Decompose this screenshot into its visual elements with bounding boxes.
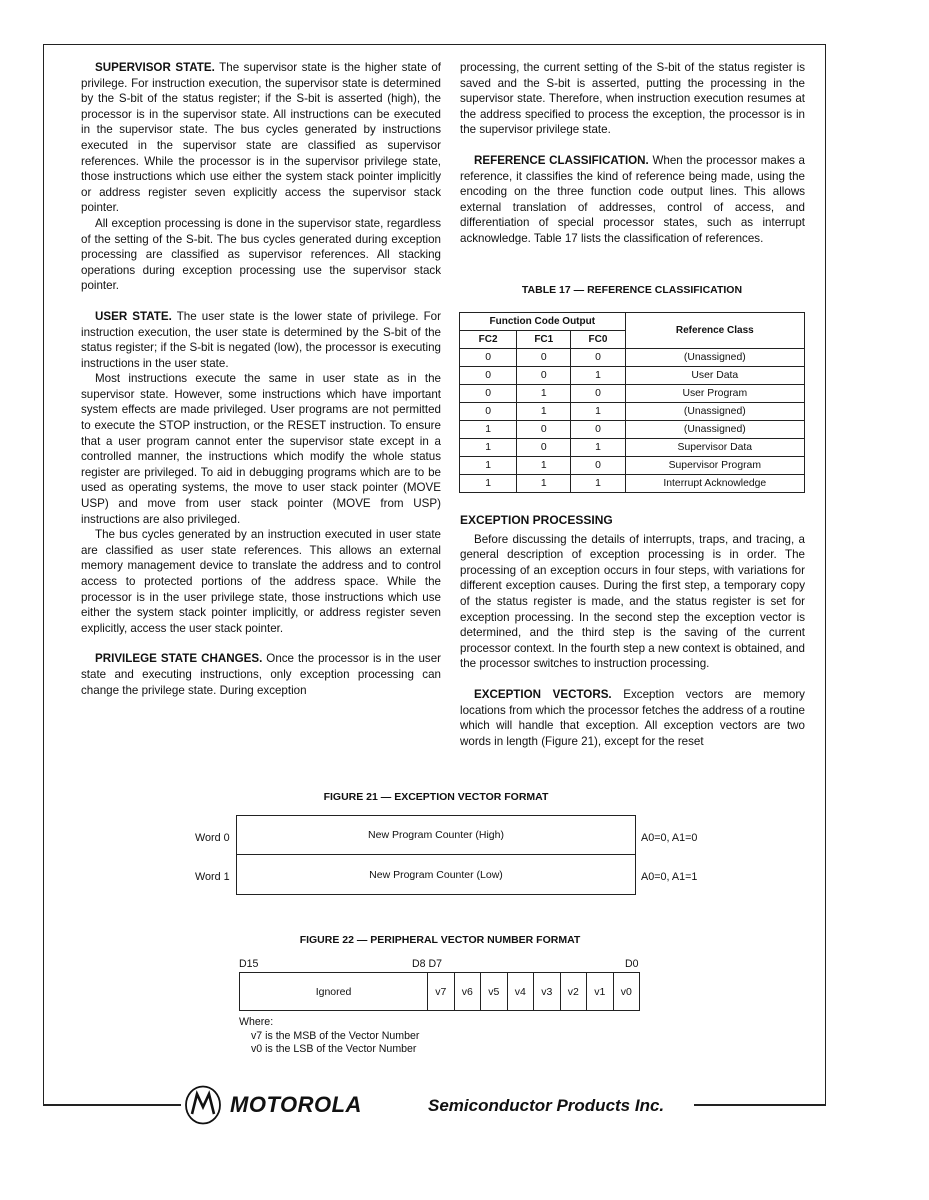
word0-label: Word 0 [195,832,230,844]
function-code-cell: 1 [460,421,517,439]
bit-cell-v6: v6 [455,973,482,1010]
left-column [81,60,441,698]
supervisor-state-text: The supervisor state is the higher state of privilege. For instruction execution, the supervisor state is determined by the S-bit of the status register; if the S-bit is asserted (high), the processor is in the supervisor state. All instructions can be executed in the supervisor state. The bus cycles generated by instructions executed in the supervisor state are classified as supervisor references. While the processor is in the supervisor privilege state, those instructions which use either the system stack pointer implicitly or address register seven explicitly access the supervisor stack pointer. [81,61,441,215]
reference-classification-paragraph [460,153,805,247]
function-code-cell: 1 [517,475,571,493]
function-code-cell: 0 [460,403,517,421]
figure21-caption: FIGURE 21 — EXCEPTION VECTOR FORMAT [323,791,549,803]
footer-rule-right [694,1104,826,1106]
fc0-header: FC0 [571,331,625,349]
exception-vectors-heading: EXCEPTION VECTORS. [474,687,612,701]
brand-subtitle: Semiconductor Products Inc. [428,1096,665,1115]
msb-note: v7 is the MSB of the Vector Number [251,1029,420,1042]
user-state-text: The user state is the lower state of privilege. For instruction execution, the user state is determined by the S-bit of the status register; if the S-bit is negated (low), the processor is executing instructions in the user state. [81,309,441,370]
lsb-note: v0 is the LSB of the Vector Number [251,1043,417,1055]
reference-class-header: Reference Class [625,313,804,349]
supervisor-state-paragraph-2: All exception processing is done in the supervisor state, regardless of the setting of the S-bit. The bus cycles generated during exception processing are classified as supervisor references. All stacking operations during exception processing use the supervisor stack pointer. [81,216,441,293]
d15-label: D15 [239,958,259,970]
figure22-caption: FIGURE 22 — PERIPHERAL VECTOR NUMBER FORMAT [299,934,581,946]
function-code-cell: 0 [517,439,571,457]
function-code-cell: 1 [460,457,517,475]
user-state-paragraph-3: The bus cycles generated by an instruction executed in user state are classified as user state references. This allows an external memory management device to translate the address and to control access to protected portions of the address space. While the processor is in the user privilege state, those instructions which use either the system stack pointer implicitly, or address register seven explicitly, access the user stack pointer. [81,528,441,635]
reference-class-cell: (Unassigned) [625,403,804,421]
fc1-header: FC1 [517,331,571,349]
bit-cell-v7: v7 [428,973,455,1010]
function-code-cell: 1 [571,403,625,421]
function-code-cell: 0 [517,349,571,367]
right-column-lower [460,513,805,749]
table-row [460,457,805,475]
exception-vectors-text: Exception vectors are memory locations from which the processor fetches the address of a routine which will handle that exception. All exception vectors are two words in length (Figure 21), except for the reset [460,687,805,748]
privilege-changes-text: Once the processor is in the user state and executing instructions, only exception processing can change the privilege state. During exception [81,652,442,697]
function-code-cell: 0 [460,385,517,403]
word0-address: A0=0, A1=0 [641,832,698,844]
reference-class-cell: Supervisor Program [625,457,804,475]
privilege-changes-paragraph [81,651,441,698]
supervisor-state-paragraph [81,60,441,216]
function-code-output-header: Function Code Output [460,313,626,331]
exception-processing-heading: EXCEPTION PROCESSING [460,513,613,527]
exception-processing-paragraph: Before discussing the details of interrupts, traps, and tracing, a general description of exception processing is in order. The processing of an exception occurs in four steps, with variations for different exception causes. During the first step, a temporary copy of the status register is made, and the status register is set for exception processing. In the second step the exception vector is determined, and the third step is the saving of the current processor context. In the fourth step a new context is obtained, and the processor switches to instruction processing. [460,532,805,671]
user-state-paragraph [81,309,441,371]
brand-name: MOTOROLA [230,1092,362,1117]
bit-cell-v4: v4 [508,973,535,1010]
word1-cell: New Program Counter (Low) [369,868,503,881]
reference-class-cell: User Data [625,367,804,385]
word0-cell: New Program Counter (High) [237,816,635,855]
reference-classification-heading: REFERENCE CLASSIFICATION. [474,153,649,167]
table17-caption: TABLE 17 — REFERENCE CLASSIFICATION [521,284,743,296]
reference-classification-text: When the processor makes a reference, it classifies the kind of reference being made, using the encoding on the three function code output lines. This allows external translation of addresses, control of access, and differentiation of special processor states, such as interrupt acknowledge. Table 17 lists the classification of references. [460,153,805,245]
fc2-header: FC2 [460,331,517,349]
d0-label: D0 [625,958,639,970]
function-code-cell: 1 [517,385,571,403]
user-state-heading: USER STATE. [95,309,172,323]
bit-cell-v5: v5 [481,973,508,1010]
exception-vector-format-diagram [236,815,636,895]
motorola-logo-icon [184,1085,222,1125]
function-code-cell: 1 [517,403,571,421]
word1-label: Word 1 [195,871,230,883]
function-code-cell: 1 [571,475,625,493]
reference-class-cell: (Unassigned) [625,421,804,439]
function-code-cell: 1 [571,439,625,457]
exception-vectors-paragraph [460,687,805,749]
function-code-cell: 0 [571,457,625,475]
function-code-cell: 1 [571,367,625,385]
table-row [460,385,805,403]
bit-cell-v1: v1 [587,973,614,1010]
privilege-changes-heading: PRIVILEGE STATE CHANGES. [95,652,263,666]
function-code-cell: 0 [517,421,571,439]
bit-cell-v3: v3 [534,973,561,1010]
where-label: Where: [239,1016,274,1028]
supervisor-state-heading: SUPERVISOR STATE. [95,61,215,74]
footer-rule-left [43,1104,181,1106]
bit-cell-v0: v0 [620,985,632,998]
function-code-cell: 1 [517,457,571,475]
function-code-cell: 0 [460,349,517,367]
function-code-cell: 0 [571,421,625,439]
table-row [460,421,805,439]
function-code-cell: 0 [571,385,625,403]
d8-d7-label: D8 D7 [412,958,443,970]
bit-cell-v2: v2 [561,973,588,1010]
peripheral-vector-format-diagram [239,972,640,1011]
table-body [460,349,805,493]
continuation-paragraph: processing, the current setting of the S-bit of the status register is saved and the S-bit is asserted, putting the processing in the supervisor state. Therefore, when instruction execution resumes at the address specified to process the exception, the processor is in the supervisor privilege state. [460,61,805,137]
word1-address: A0=0, A1=1 [641,871,698,883]
ignored-field: Ignored [240,973,428,1010]
table-row [460,439,805,457]
table-row [460,403,805,421]
function-code-cell: 0 [517,367,571,385]
reference-class-cell: Interrupt Acknowledge [625,475,804,493]
user-state-paragraph-2: Most instructions execute the same in user state as in the supervisor state. However, some instructions which have important system effects are made privileged. User programs are not permitted to execute the STOP instruction, or the RESET instruction. To ensure that a user program cannot enter the supervisor state except in a controlled manner, the instructions which modify the whole status register are privileged. To aid in debugging programs which are to be used as operating systems, the move to user stack pointer (MOVE USP) and move from user stack pointer (MOVE from USP) instructions are also privileged. [81,372,441,526]
reference-class-cell: User Program [625,385,804,403]
reference-class-cell: (Unassigned) [625,349,804,367]
right-column [460,60,805,247]
table-row [460,475,805,493]
function-code-cell: 1 [460,475,517,493]
table-row [460,367,805,385]
figure22-legend [239,1016,419,1057]
reference-classification-table [459,312,805,493]
table-row [460,349,805,367]
reference-class-cell: Supervisor Data [625,439,804,457]
function-code-cell: 0 [571,349,625,367]
function-code-cell: 1 [460,439,517,457]
function-code-cell: 0 [460,367,517,385]
